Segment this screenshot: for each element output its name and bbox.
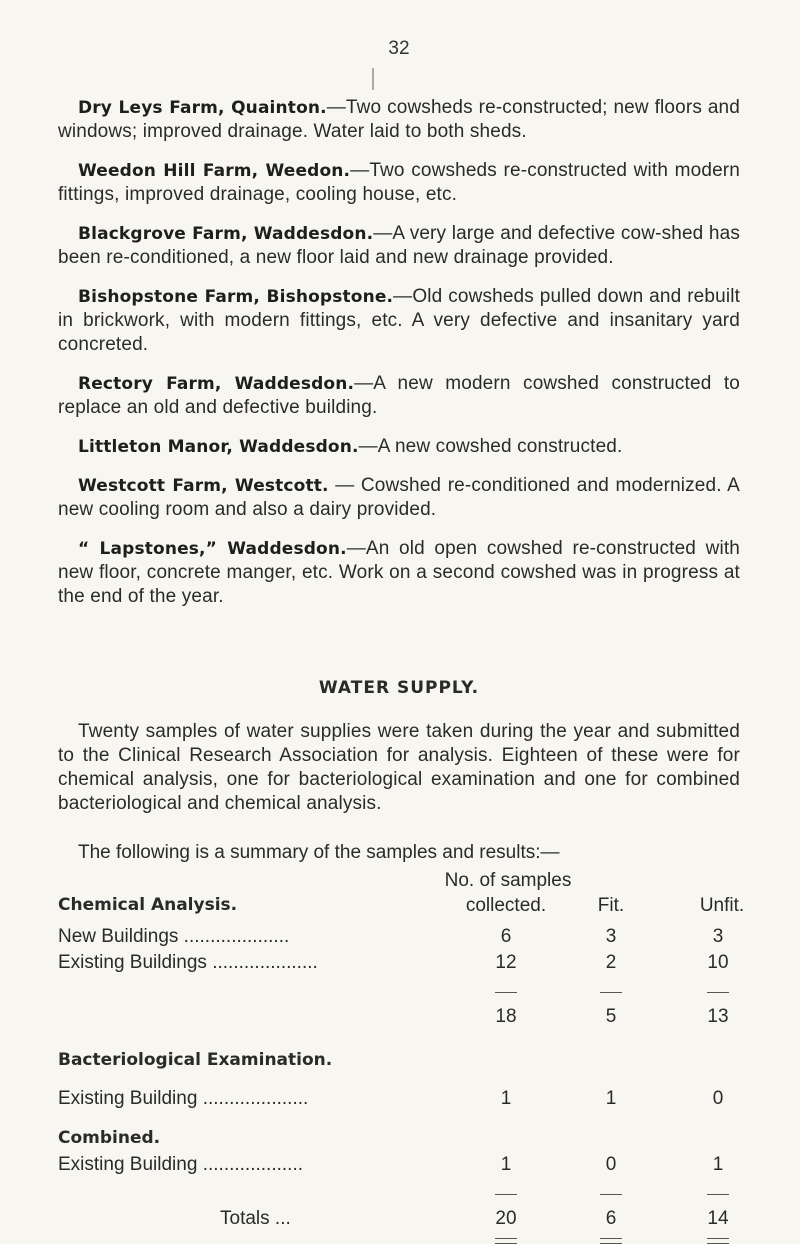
page-number: 32 [388, 38, 410, 59]
farm-entry [58, 435, 740, 459]
cell-collected: 1 [500, 1088, 512, 1109]
farm-entry [58, 285, 740, 357]
row-label: Existing Building .................... [58, 1088, 309, 1109]
farm-description: —A very large and defective cow-shed has been re-conditioned, a new floor laid and new drainage provided. [58, 223, 740, 268]
rule [707, 992, 729, 993]
table-row [58, 952, 740, 978]
row-label: Existing Buildings .................... [58, 952, 318, 973]
farm-description: — Cowshed re-conditioned and modernized. A new cooling room and also a dairy provided. [58, 475, 740, 520]
cell-collected: 18 [495, 1006, 517, 1027]
farm-entries [58, 96, 740, 624]
farm-entry [58, 537, 740, 609]
farm-description: —Old cowsheds pulled down and rebuilt in brickwork, with modern fittings, etc. A very defective and insanitary yard concreted. [58, 286, 740, 355]
farm-name: Dry Leys Farm, Quainton. [78, 98, 327, 118]
rule [707, 1194, 729, 1195]
summary-intro: The following is a summary of the samples and results:— [78, 842, 560, 863]
cell-fit: 0 [605, 1154, 617, 1175]
combined-heading: Combined. [58, 1128, 161, 1148]
cell-unfit: 1 [712, 1154, 724, 1175]
cell-collected: 6 [500, 926, 512, 947]
rule [600, 1194, 622, 1195]
margin-mark [372, 68, 374, 90]
cell-unfit: 10 [707, 952, 729, 973]
cell-collected: 12 [495, 952, 517, 973]
farm-name: Weedon Hill Farm, Weedon. [78, 161, 351, 181]
cell-unfit: 0 [712, 1088, 724, 1109]
header-fit: Fit. [597, 895, 625, 916]
farm-entry [58, 222, 740, 270]
farm-description: —A new modern cowshed constructed to replace an old and defective building. [58, 373, 741, 418]
bacteriological-heading: Bacteriological Examination. [58, 1050, 333, 1070]
table-header [58, 895, 745, 921]
cell-unfit: 3 [712, 926, 724, 947]
cell-fit: 6 [605, 1208, 617, 1229]
farm-description: —Two cowsheds re-constructed; new floors and windows; improved drainage. Water laid to both sheds. [58, 97, 740, 142]
farm-description: —A new cowshed constructed. [358, 436, 623, 457]
farm-entry [58, 96, 740, 144]
rule [600, 992, 622, 993]
cell-unfit: 14 [707, 1208, 729, 1229]
farm-entry [58, 474, 740, 522]
farm-name: Blackgrove Farm, Waddesdon. [78, 224, 374, 244]
cell-collected: 1 [500, 1154, 512, 1175]
double-rule [600, 1238, 622, 1244]
farm-entry [58, 372, 740, 420]
farm-entry [58, 159, 740, 207]
header-collected: collected. [465, 895, 547, 916]
water-supply-section [58, 720, 740, 831]
rule [495, 1194, 517, 1195]
header-no-of-samples: No. of samples [444, 870, 572, 891]
row-label: Existing Building ................... [58, 1154, 303, 1175]
farm-description: —An old open cowshed re-constructed with new floor, concrete manger, etc. Work on a second cowshed was in progress at the end of the year. [58, 538, 740, 607]
table-row [58, 926, 740, 952]
cell-fit: 1 [605, 1088, 617, 1109]
cell-fit: 3 [605, 926, 617, 947]
section-heading: WATER SUPPLY. [318, 678, 480, 698]
double-rule [495, 1238, 517, 1244]
table-row [58, 1088, 740, 1114]
cell-fit: 5 [605, 1006, 617, 1027]
totals-label: Totals ... [220, 1208, 291, 1229]
chemical-analysis-heading: Chemical Analysis. [58, 895, 238, 915]
farm-name: Westcott Farm, Westcott. [78, 476, 329, 496]
cell-fit: 2 [605, 952, 617, 973]
cell-unfit: 13 [707, 1006, 729, 1027]
table-row [58, 1154, 740, 1180]
bacteriological-heading-row [58, 1050, 740, 1076]
rule [495, 992, 517, 993]
cell-collected: 20 [495, 1208, 517, 1229]
row-label: New Buildings .................... [58, 926, 290, 947]
table-header-top [58, 870, 740, 896]
farm-name: Littleton Manor, Waddesdon. [78, 437, 359, 457]
subtotal-row [58, 1006, 740, 1032]
water-supply-paragraph: Twenty samples of water supplies were taken during the year and submitted to the Clinical Research Association for analysis. Eighteen of these were for chemical analysis, one for bacteriological examination and one for combined bacteriological and chemical analysis. [58, 721, 740, 814]
combined-heading-row [58, 1128, 740, 1154]
farm-name: Rectory Farm, Waddesdon. [78, 374, 355, 394]
farm-name: Bishopstone Farm, Bishopstone. [78, 287, 394, 307]
double-rule [707, 1238, 729, 1244]
farm-description: —Two cowsheds re-constructed with modern fittings, improved drainage, cooling house, etc. [58, 160, 740, 205]
farm-name: “ Lapstones,” Waddesdon. [78, 539, 347, 559]
header-unfit: Unfit. [699, 895, 745, 916]
totals-row [58, 1208, 740, 1234]
